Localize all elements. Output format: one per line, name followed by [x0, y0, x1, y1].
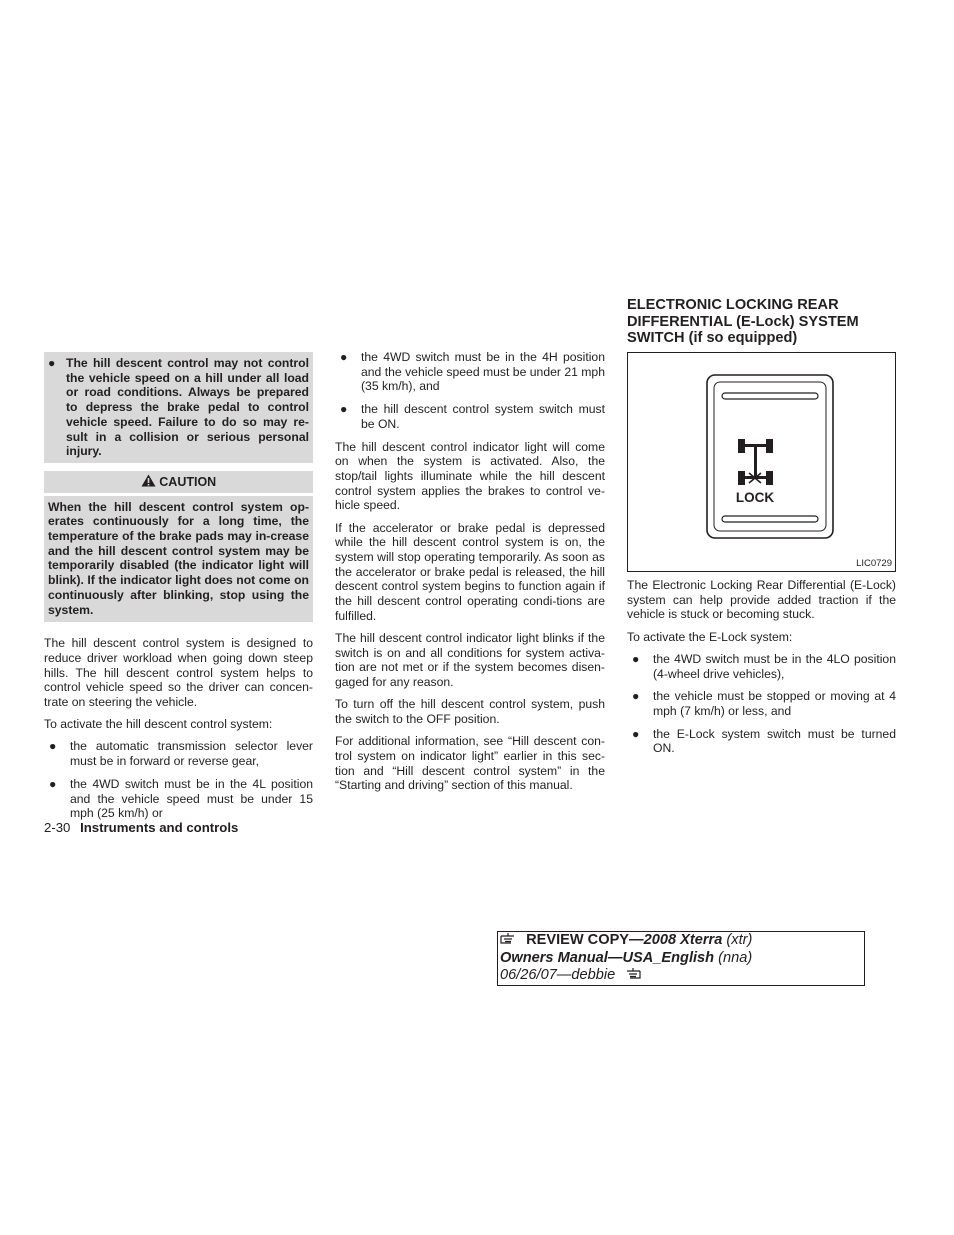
warning-bullet [48, 356, 309, 459]
paragraph: For additional information, see “Hill descent con-trol system on indicator light” earlier in this sec-tion and “Hill descent control system” in the “Starting and driving” section of this manual. [335, 734, 605, 793]
paragraph: The hill descent control indicator light will come on when the system is activated. Also, the stop/tail lights illuminate while the hill descent control system applies the brakes to control ve-hicle speed. [335, 439, 605, 513]
stamp-model: 2008 Xterra [643, 932, 723, 948]
list-item-text: the 4WD switch must be in the 4H position and the vehicle speed must be under 21 mph (35 km/h), and [361, 350, 605, 394]
stamp-review-copy: REVIEW COPY— [526, 932, 644, 948]
warning-box [44, 352, 313, 463]
stamp-manual-code: (nna) [714, 949, 753, 966]
elock-switch-figure [627, 352, 896, 572]
paragraph: To activate the E-Lock system: [627, 629, 793, 644]
paragraph: The Electronic Locking Rear Differential (E-Lock) system can help provide added traction if the vehicle is stuck or becoming stuck. [627, 578, 896, 622]
page-footer [44, 820, 238, 835]
caution-body: When the hill descent control system op-erates continuously for a long time, the temperature of the brake pads may in-crease and the hill descent control system may be temporarily disabled (the indicator light will blink). If the indicator light does not come on continuously after blinking, stop using the system. [44, 496, 313, 623]
list-item [44, 777, 313, 821]
page-number: 2-30 [44, 820, 71, 835]
caution-header [44, 471, 313, 493]
warning-text: The hill descent control may not control the vehicle speed on a hill under all load or road conditions. Always be prepared to depress the brake pedal to control vehicle speed. Failure to do so may re-sult in a collision or serious personal injury. [66, 356, 309, 459]
column-left [44, 352, 313, 829]
bullet-icon: ● [632, 726, 640, 741]
bullet-icon: ● [340, 350, 348, 364]
list-item-text: the E-Lock system switch must be turned ON. [653, 726, 896, 756]
bullet-icon: ● [49, 739, 57, 754]
paragraph: If the accelerator or brake pedal is depressed while the hill descent control system is on, the system will stop operating temporarily. As soon as the accelerator or brake pedal is released, the hill descent control system begins to function again if the hill descent control operating condi-tions are fulfilled. [335, 520, 605, 623]
paragraph: The hill descent control system is designed to reduce driver workload when going down steep hills. The hill descent control system helps to control vehicle speed so the driver can concen-trate on steering the vehicle. [44, 636, 313, 710]
paragraph: The hill descent control indicator light blinks if the switch is on and all conditions for system activa-tion are not met or if the system becomes disen-gaged for any reason. [335, 630, 605, 690]
stamp-date: 06/26/07—debbie [500, 967, 616, 984]
bullet-icon: ● [48, 356, 56, 370]
list-item [627, 652, 896, 681]
list-item-text: the vehicle must be stopped or moving at 4 mph (7 km/h) or less, and [653, 689, 896, 718]
bullet-icon: ● [340, 402, 348, 417]
column-right [627, 578, 896, 764]
list-item [627, 727, 896, 756]
bullet-icon: ● [632, 689, 640, 704]
stamp-line-2 [500, 950, 864, 968]
paragraph: To activate the hill descent control system: [44, 717, 273, 732]
list-item [335, 402, 605, 431]
section-name: Instruments and controls [80, 820, 239, 835]
paragraph: To turn off the hill descent control system, push the switch to the OFF position. [335, 697, 605, 726]
caution-title: CAUTION [159, 474, 217, 489]
stamp-model-code: (xtr) [722, 932, 753, 948]
elock-switch-illustration [628, 353, 895, 571]
list-item [335, 350, 605, 394]
list-item-text: the 4WD switch must be in the 4L position and the vehicle speed must be under 15 mph (25 km/h) or [70, 776, 313, 821]
stamp-line-1 [500, 932, 864, 950]
warning-triangle-icon [141, 474, 156, 487]
column-middle [335, 350, 605, 800]
list-item [44, 739, 313, 768]
list-item-text: the 4WD switch must be in the 4LO position (4-wheel drive vehicles), [653, 651, 896, 681]
list-item [627, 689, 896, 718]
review-copy-stamp [497, 931, 865, 986]
figure-id: LIC0729 [856, 558, 892, 569]
section-heading: ELECTRONIC LOCKING REAR DIFFERENTIAL (E-Lock) SYSTEM SWITCH (if so equipped) [627, 297, 859, 346]
stamp-line-3 [500, 967, 864, 985]
bullet-icon: ● [49, 776, 57, 791]
pointing-hand-left-icon [619, 967, 641, 979]
stamp-manual: Owners Manual—USA_English [500, 949, 715, 966]
list-item-text: the automatic transmission selector lever must be in forward or reverse gear, [70, 739, 313, 769]
bullet-icon: ● [632, 651, 640, 666]
pointing-hand-right-icon [500, 932, 522, 944]
switch-label: LOCK [735, 490, 775, 505]
list-item-text: the hill descent control system switch must be ON. [361, 402, 605, 431]
